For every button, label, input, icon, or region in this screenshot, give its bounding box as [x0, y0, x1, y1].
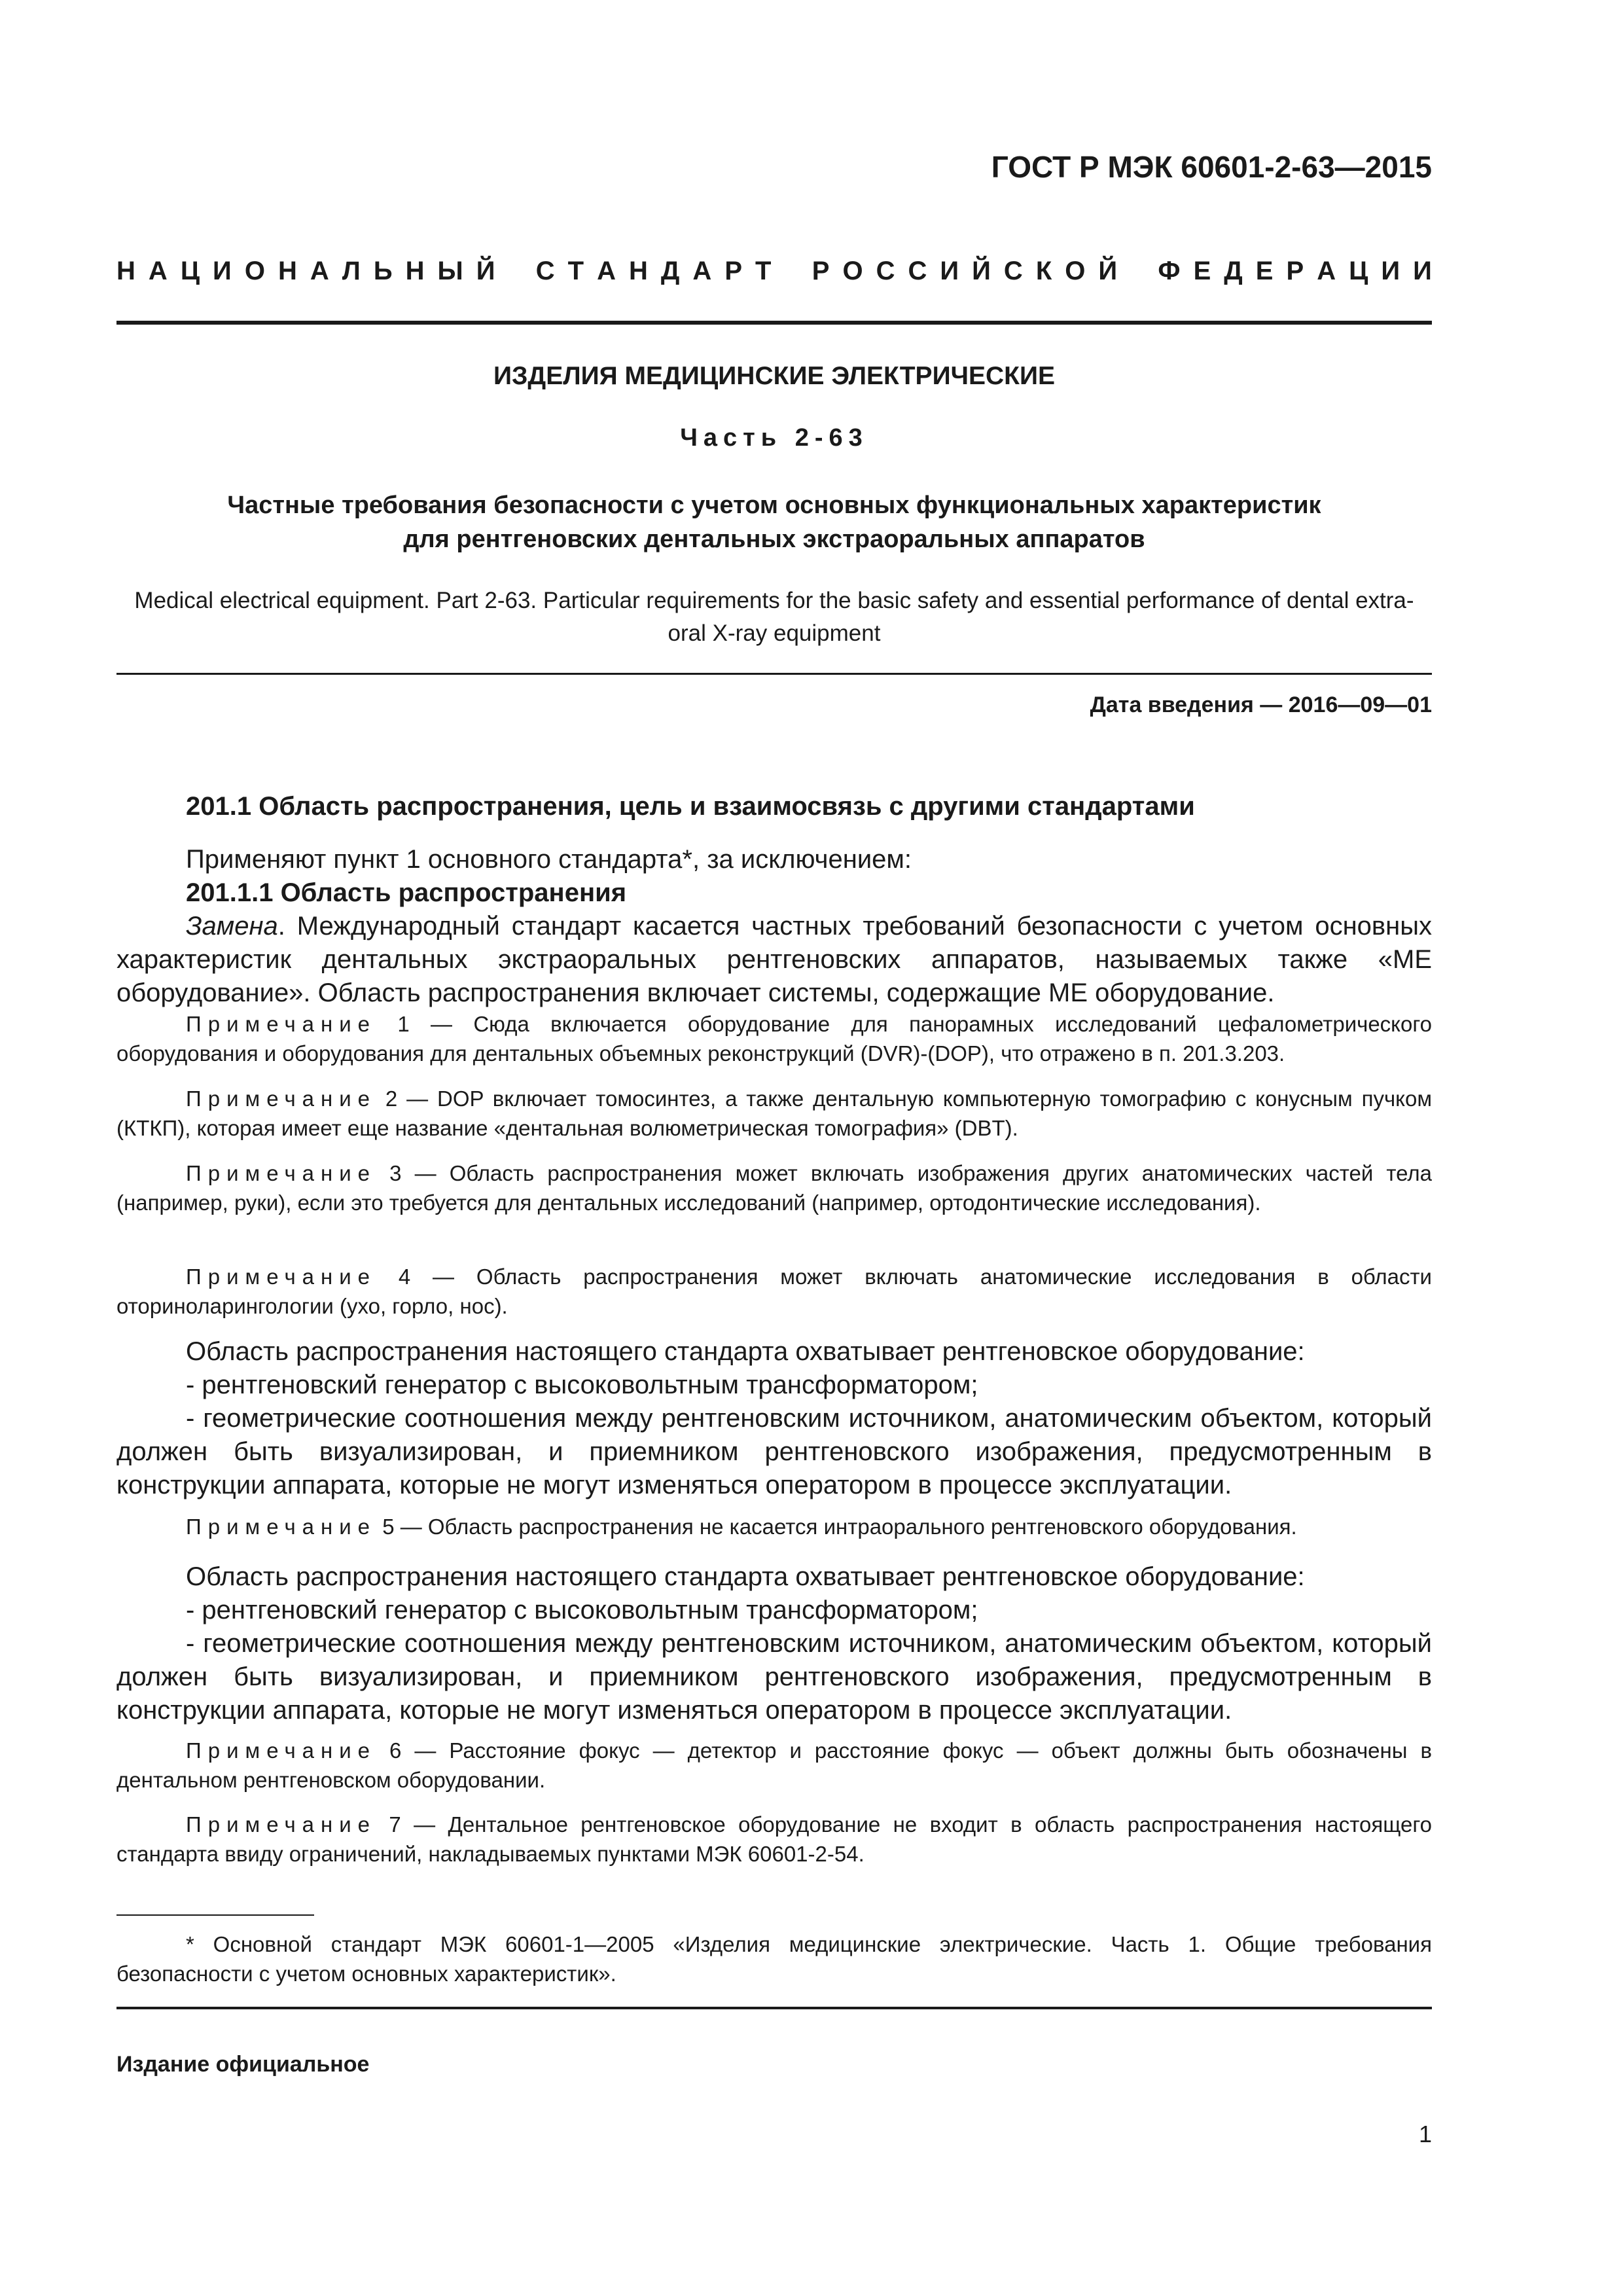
note-text: 2 — DOP включает томосинтез, а также дентальную компьютерную томографию с конусным пучком (КТКП), которая имеет еще название «дентальная волюметрическая томография» (DBT). [116, 1086, 1433, 1140]
subtitle-line-2: для рентгеновских дентальных экстраоральных аппаратов [403, 526, 1145, 553]
note-7 [116, 1810, 1432, 1869]
scope-item-1: - рентгеновский генератор с высоковольтным трансформатором; [186, 1596, 978, 1624]
note-text: 6 — Расстояние фокус — детектор и расстояние фокус — объект должны быть обозначены в дентальном рентгеновском оборудовании. [116, 1738, 1432, 1792]
document-part: Часть 2-63 [680, 424, 868, 452]
applies-paragraph: Применяют пункт 1 основного стандарта*, за исключением: [186, 845, 912, 874]
section-heading: 201.1 Область распространения, цель и взаимосвязь с другими стандартами [186, 792, 1195, 821]
note-text: 7 — Дентальное рентгеновское оборудование не входит в область распространения настоящего стандарта ввиду ограничений, накладываемых пунктами МЭК 60601-2-54. [116, 1812, 1432, 1866]
document-subtitle [116, 488, 1432, 556]
national-standard-banner: Н А Ц И О Н А Л Ь Н Ы Й С Т А Н Д А Р Т Р О С С И Й С К О Й Ф Е Д Е Р А Ц И И [116, 257, 1432, 285]
footnote: * Основной стандарт МЭК 60601-1—2005 «Изделия медицинские электрические. Часть 1. Общие требования безопасности с учетом основных характеристик». [116, 1932, 1432, 1986]
header-divider [116, 321, 1432, 325]
note-label: Примечание [186, 1515, 377, 1539]
title-divider [116, 673, 1432, 675]
subtitle-line-1: Частные требования безопасности с учетом основных функциональных характеристик [227, 492, 1321, 519]
note-text: 3 — Область распространения может включать изображения других анатомических частей тела (например, руки), если это требуется для дентальных исследований (например, ортодонтические исследования). [116, 1161, 1433, 1215]
scope-item-2: - геометрические соотношения между рентгеновским источником, анатомическим объектом, который должен быть визуализирован, и приемником рентгеновского изображения, предусмотренным в конструкции аппарата, которые не могут изменяться оператором в процессе эксплуатации. [116, 1404, 1432, 1499]
footer-divider [116, 2007, 1432, 2009]
replacement-text: . Международный стандарт касается частных требований безопасности с учетом основных характеристик дентальных экстраоральных рентгеновских аппаратов, называемых также «МЕ оборудование». Область распространения включает системы, содержащие МЕ оборудование. [116, 912, 1432, 1007]
scope-intro: Область распространения настоящего стандарта охватывает рентгеновское оборудование: [186, 1337, 1305, 1366]
note-text: 1 — Сюда включается оборудование для панорамных исследований цефалометрического оборудования и оборудования для дентальных объемных реконструкций (DVR)-(DOP), что отражено в п. 201.3.203. [116, 1012, 1432, 1066]
note-label: Примечание [186, 1086, 377, 1111]
note-label: Примечание [186, 1812, 377, 1837]
subsection-heading: 201.1.1 Область распространения [186, 878, 627, 907]
note-label: Примечание [186, 1738, 377, 1763]
note-label: Примечание [186, 1012, 377, 1036]
english-title: Medical electrical equipment. Part 2-63. Particular requirements for the basic safety and essential performance of dental extra-oral X-ray equipment [134, 588, 1414, 646]
note-4 [116, 1262, 1432, 1321]
note-3 [116, 1158, 1432, 1217]
introduction-date: Дата введения — 2016—09—01 [1090, 692, 1432, 717]
document-title: ИЗДЕЛИЯ МЕДИЦИНСКИЕ ЭЛЕКТРИЧЕСКИЕ [493, 362, 1056, 390]
footnote-divider [116, 1914, 314, 1916]
note-text: 4 — Область распространения может включать анатомические исследования в области оториноларингологии (ухо, горло, нос). [116, 1265, 1432, 1318]
replacement-label: Замена [186, 912, 278, 941]
scope-block-1 [116, 1335, 1432, 1502]
edition-label: Издание официальное [116, 2052, 370, 2077]
scope-block-2 [116, 1560, 1432, 1727]
scope-item-1: - рентгеновский генератор с высоковольтным трансформатором; [186, 1371, 978, 1399]
note-5 [116, 1512, 1432, 1541]
page-number: 1 [1418, 2121, 1432, 2147]
scope-intro: Область распространения настоящего стандарта охватывает рентгеновское оборудование: [186, 1562, 1305, 1591]
note-1 [116, 1009, 1432, 1068]
note-2 [116, 1084, 1432, 1143]
note-text: 5 — Область распространения не касается интраорального рентгеновского оборудования. [382, 1515, 1297, 1539]
document-code: ГОСТ Р МЭК 60601-2-63—2015 [991, 150, 1432, 184]
scope-item-2: - геометрические соотношения между рентгеновским источником, анатомическим объектом, который должен быть визуализирован, и приемником рентгеновского изображения, предусмотренным в конструкции аппарата, которые не могут изменяться оператором в процессе эксплуатации. [116, 1629, 1432, 1725]
replacement-paragraph [116, 910, 1432, 1010]
note-label: Примечание [186, 1265, 377, 1289]
note-6 [116, 1736, 1432, 1795]
note-label: Примечание [186, 1161, 377, 1185]
